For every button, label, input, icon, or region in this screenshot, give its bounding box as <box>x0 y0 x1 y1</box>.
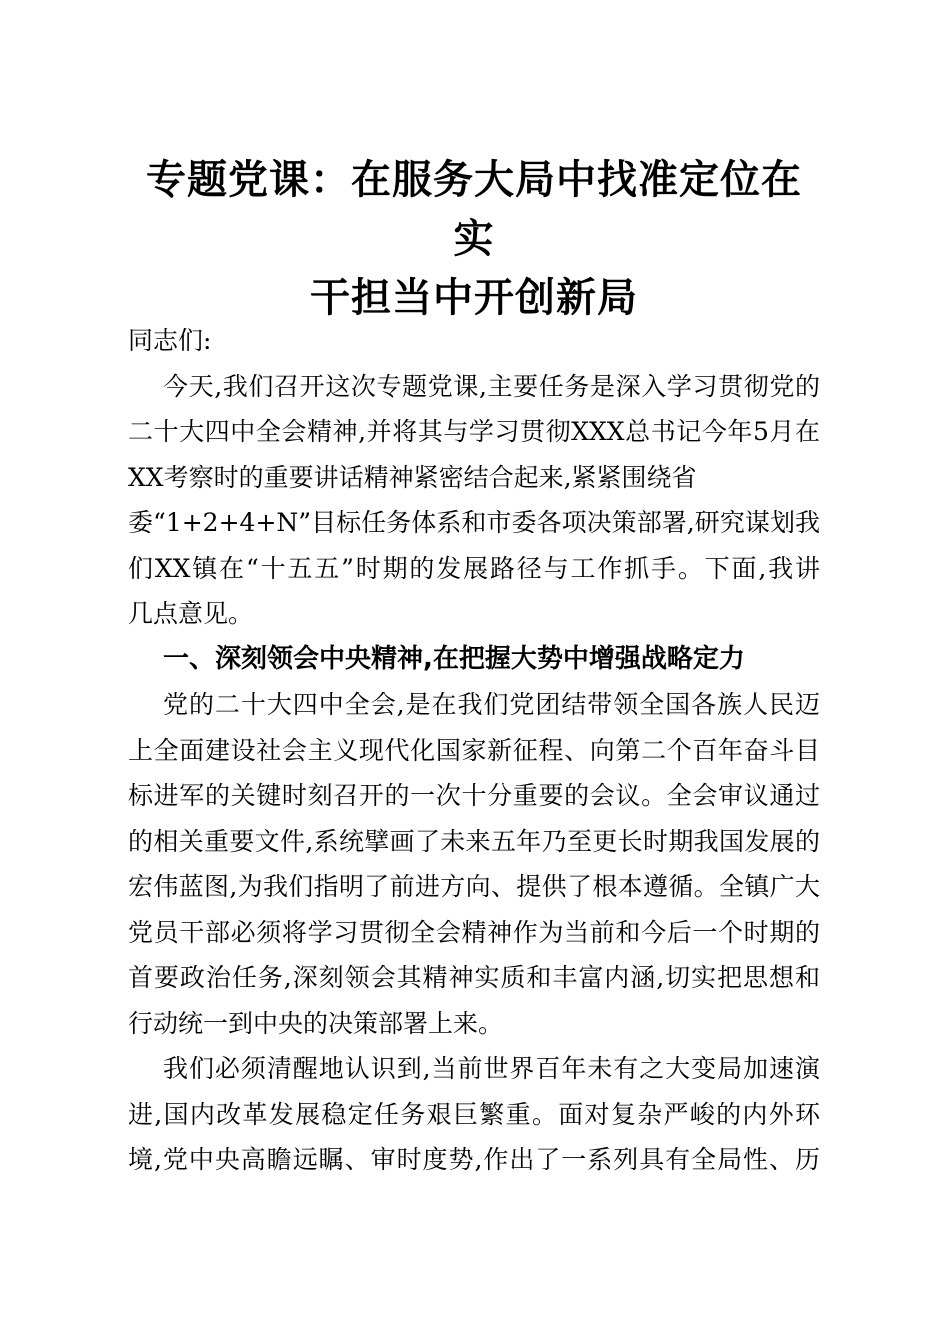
text-line: 首要政治任务,深刻领会其精神实质和丰富内涵,切实把思想和 <box>128 963 820 992</box>
paragraph <box>128 318 820 364</box>
text-line: 二十大四中全会精神,并将其与学习贯彻XXX总书记今年5月在 <box>128 417 820 446</box>
text-line: 党员干部必须将学习贯彻全会精神作为当前和今后一个时期的 <box>128 917 820 947</box>
text-line: 同志们: <box>128 326 212 355</box>
text-line: XX考察时的重要讲话精神紧密结合起来,紧紧围绕省 <box>128 462 697 492</box>
heading-line: 一、深刻领会中央精神,在把握大势中增强战略定力 <box>163 643 745 674</box>
text-line: 标进军的关键时刻召开的一次十分重要的会议。全会审议通过 <box>128 781 820 810</box>
text-line: 党的二十大四中全会,是在我们党团结带领全国各族人民迈 <box>163 690 820 719</box>
text-line: 几点意见。 <box>128 599 254 628</box>
text-line: 的相关重要文件,系统擘画了未来五年乃至更长时期我国发展的 <box>128 826 820 856</box>
text-line: 上全面建设社会主义现代化国家新征程、向第二个百年奋斗目 <box>128 735 820 765</box>
document-body <box>128 318 820 1183</box>
text-line: 们XX镇在“十五五”时期的发展路径与工作抓手。下面,我讲 <box>128 553 820 583</box>
text-line: 行动统一到中央的决策部署上来。 <box>128 1008 504 1038</box>
text-line: 今天,我们召开这次专题党课,主要任务是深入学习贯彻党的 <box>163 371 820 401</box>
text-line: 委“1+2+4+N”目标任务体系和市委各项决策部署,研究谋划我 <box>128 508 820 537</box>
paragraph <box>128 682 820 1046</box>
title-line-1: 专题党课：在服务大局中找准定位在实 <box>146 156 802 262</box>
text-line: 进,国内改革发展稳定任务艰巨繁重。面对复杂严峻的内外环 <box>128 1099 820 1129</box>
document-title <box>128 150 820 327</box>
paragraph <box>128 1046 820 1183</box>
section-heading <box>128 637 820 683</box>
text-line: 境,党中央高瞻远瞩、审时度势,作出了一系列具有全局性、历 <box>128 1145 820 1174</box>
title-line-2: 干担当中开创新局 <box>310 274 638 321</box>
text-line: 我们必须清醒地认识到,当前世界百年未有之大变局加速演 <box>163 1054 820 1083</box>
text-line: 宏伟蓝图,为我们指明了前进方向、提供了根本遵循。全镇广大 <box>128 872 820 901</box>
paragraph <box>128 364 820 637</box>
